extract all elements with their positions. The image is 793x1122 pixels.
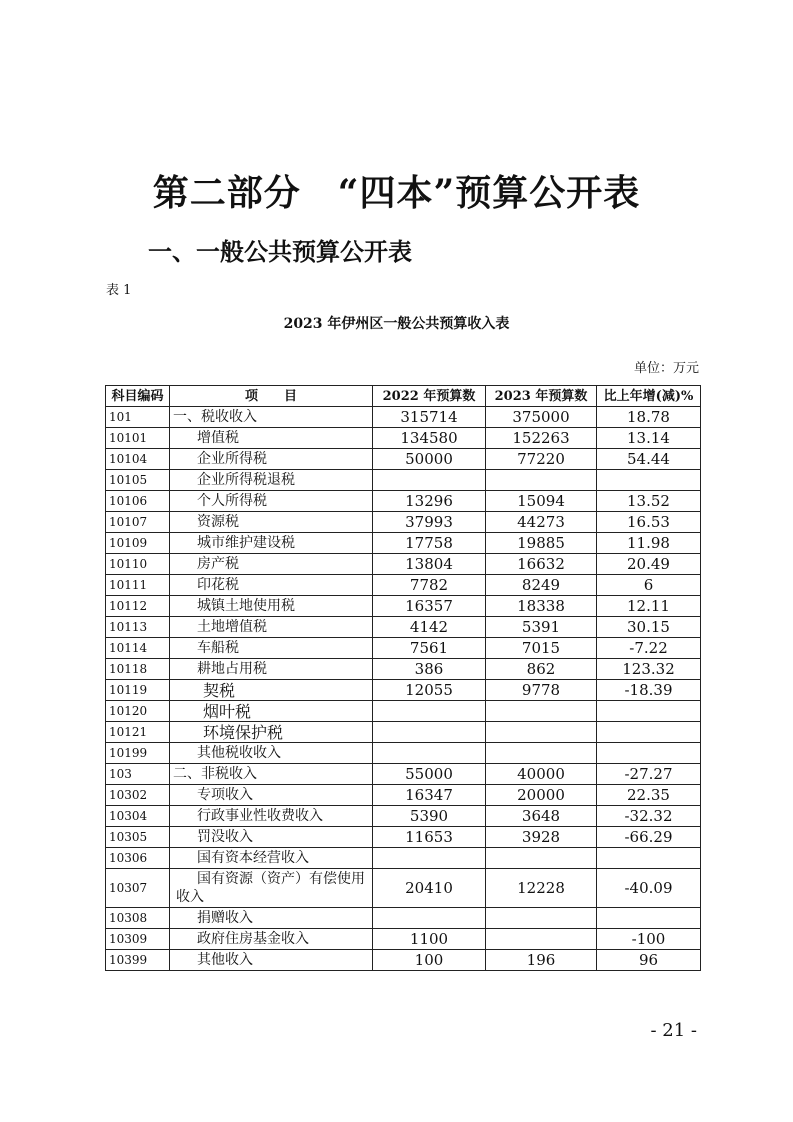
table-row xyxy=(106,827,701,848)
cell-2023-budget: 3648 xyxy=(486,806,597,827)
cell-2022-budget: 1100 xyxy=(373,929,486,950)
cell-change-percent: -66.29 xyxy=(597,827,701,848)
table-row xyxy=(106,950,701,971)
cell-2022-budget: 17758 xyxy=(373,533,486,554)
table-row xyxy=(106,701,701,722)
cell-item-name: 城市维护建设税 xyxy=(170,533,373,554)
cell-change-percent: 16.53 xyxy=(597,512,701,533)
cell-code: 10118 xyxy=(106,659,170,680)
table-row xyxy=(106,512,701,533)
table-row xyxy=(106,617,701,638)
table-row xyxy=(106,554,701,575)
cell-code: 10308 xyxy=(106,908,170,929)
cell-2022-budget: 386 xyxy=(373,659,486,680)
table-row xyxy=(106,470,701,491)
cell-2023-budget xyxy=(486,908,597,929)
cell-item-name: 其他税收收入 xyxy=(170,743,373,764)
cell-2023-budget: 40000 xyxy=(486,764,597,785)
cell-2022-budget xyxy=(373,743,486,764)
cell-2023-budget xyxy=(486,929,597,950)
table-row xyxy=(106,680,701,701)
cell-2022-budget xyxy=(373,722,486,743)
table-header-row xyxy=(106,386,701,407)
cell-change-percent: 13.14 xyxy=(597,428,701,449)
cell-item-name: 国有资本经营收入 xyxy=(170,848,373,869)
cell-code: 10119 xyxy=(106,680,170,701)
cell-2023-budget: 77220 xyxy=(486,449,597,470)
cell-item-name: 企业所得税退税 xyxy=(170,470,373,491)
cell-code: 10399 xyxy=(106,950,170,971)
cell-2023-budget: 20000 xyxy=(486,785,597,806)
table-title: 2023 年伊州区一般公共预算收入表 xyxy=(283,316,510,332)
table-row xyxy=(106,764,701,785)
cell-2022-budget: 5390 xyxy=(373,806,486,827)
cell-item-name: 契税 xyxy=(170,680,373,701)
cell-change-percent: -100 xyxy=(597,929,701,950)
cell-code: 10305 xyxy=(106,827,170,848)
table-row xyxy=(106,848,701,869)
table-row xyxy=(106,596,701,617)
cell-2022-budget: 55000 xyxy=(373,764,486,785)
cell-code: 10104 xyxy=(106,449,170,470)
cell-2023-budget: 15094 xyxy=(486,491,597,512)
cell-change-percent: 18.78 xyxy=(597,407,701,428)
cell-change-percent: 123.32 xyxy=(597,659,701,680)
table-row xyxy=(106,575,701,596)
cell-item-name: 车船税 xyxy=(170,638,373,659)
cell-2023-budget: 8249 xyxy=(486,575,597,596)
cell-code: 10110 xyxy=(106,554,170,575)
cell-2023-budget: 16632 xyxy=(486,554,597,575)
cell-code: 103 xyxy=(106,764,170,785)
table-row xyxy=(106,869,701,908)
cell-2022-budget: 4142 xyxy=(373,617,486,638)
cell-code: 10307 xyxy=(106,869,170,908)
cell-2023-budget: 12228 xyxy=(486,869,597,908)
table-row xyxy=(106,638,701,659)
cell-2022-budget: 13296 xyxy=(373,491,486,512)
cell-change-percent: 22.35 xyxy=(597,785,701,806)
cell-change-percent xyxy=(597,908,701,929)
cell-change-percent: 12.11 xyxy=(597,596,701,617)
cell-code: 10114 xyxy=(106,638,170,659)
cell-2023-budget: 862 xyxy=(486,659,597,680)
cell-change-percent xyxy=(597,722,701,743)
table-row xyxy=(106,785,701,806)
cell-code: 10111 xyxy=(106,575,170,596)
cell-item-name: 一、税收收入 xyxy=(170,407,373,428)
cell-2023-budget: 152263 xyxy=(486,428,597,449)
cell-code: 10302 xyxy=(106,785,170,806)
cell-change-percent xyxy=(597,848,701,869)
table-number: 表 1 xyxy=(106,283,132,298)
unit-label: 单位：万元 xyxy=(633,361,699,376)
cell-code: 101 xyxy=(106,407,170,428)
cell-code: 10199 xyxy=(106,743,170,764)
cell-change-percent xyxy=(597,470,701,491)
cell-change-percent: -27.27 xyxy=(597,764,701,785)
cell-item-name: 城镇土地使用税 xyxy=(170,596,373,617)
cell-code: 10120 xyxy=(106,701,170,722)
cell-item-name: 耕地占用税 xyxy=(170,659,373,680)
cell-2023-budget xyxy=(486,743,597,764)
cell-2022-budget xyxy=(373,470,486,491)
header-code: 科目编码 xyxy=(106,386,170,407)
section-title: 一、一般公共预算公开表 xyxy=(148,237,412,266)
cell-2023-budget xyxy=(486,848,597,869)
cell-change-percent: 11.98 xyxy=(597,533,701,554)
table-row xyxy=(106,491,701,512)
table-row xyxy=(106,407,701,428)
cell-item-name: 行政事业性收费收入 xyxy=(170,806,373,827)
cell-2022-budget: 134580 xyxy=(373,428,486,449)
table-row xyxy=(106,428,701,449)
cell-2022-budget: 37993 xyxy=(373,512,486,533)
table-row xyxy=(106,722,701,743)
cell-item-name: 个人所得税 xyxy=(170,491,373,512)
cell-2023-budget: 3928 xyxy=(486,827,597,848)
cell-2023-budget xyxy=(486,722,597,743)
part-title: 第二部分 “四本”预算公开表 xyxy=(152,172,641,214)
cell-item-name: 政府住房基金收入 xyxy=(170,929,373,950)
cell-item-name: 增值税 xyxy=(170,428,373,449)
budget-revenue-table xyxy=(105,385,701,971)
cell-item-name: 专项收入 xyxy=(170,785,373,806)
cell-change-percent: -32.32 xyxy=(597,806,701,827)
cell-change-percent: 30.15 xyxy=(597,617,701,638)
cell-code: 10113 xyxy=(106,617,170,638)
cell-item-name: 土地增值税 xyxy=(170,617,373,638)
cell-code: 10107 xyxy=(106,512,170,533)
cell-item-name: 资源税 xyxy=(170,512,373,533)
header-item: 项 目 xyxy=(170,386,373,407)
cell-item-name: 其他收入 xyxy=(170,950,373,971)
cell-code: 10109 xyxy=(106,533,170,554)
cell-change-percent: -7.22 xyxy=(597,638,701,659)
cell-2023-budget: 196 xyxy=(486,950,597,971)
cell-2022-budget xyxy=(373,848,486,869)
cell-change-percent: -40.09 xyxy=(597,869,701,908)
cell-2022-budget: 315714 xyxy=(373,407,486,428)
table-row xyxy=(106,743,701,764)
table-row xyxy=(106,908,701,929)
cell-2023-budget: 5391 xyxy=(486,617,597,638)
cell-2023-budget xyxy=(486,470,597,491)
cell-2022-budget: 7561 xyxy=(373,638,486,659)
cell-2022-budget: 50000 xyxy=(373,449,486,470)
cell-code: 10106 xyxy=(106,491,170,512)
table-row xyxy=(106,806,701,827)
cell-2022-budget: 13804 xyxy=(373,554,486,575)
cell-2023-budget xyxy=(486,701,597,722)
cell-2022-budget: 16347 xyxy=(373,785,486,806)
table-row xyxy=(106,659,701,680)
page-number: - 21 - xyxy=(650,1020,697,1041)
cell-2022-budget: 20410 xyxy=(373,869,486,908)
cell-2022-budget: 100 xyxy=(373,950,486,971)
header-2023-budget: 2023 年预算数 xyxy=(486,386,597,407)
cell-change-percent: 20.49 xyxy=(597,554,701,575)
cell-code: 10306 xyxy=(106,848,170,869)
cell-2022-budget xyxy=(373,701,486,722)
cell-code: 10101 xyxy=(106,428,170,449)
cell-change-percent: 54.44 xyxy=(597,449,701,470)
cell-2023-budget: 19885 xyxy=(486,533,597,554)
cell-2022-budget: 11653 xyxy=(373,827,486,848)
header-2022-budget: 2022 年预算数 xyxy=(373,386,486,407)
cell-change-percent: 6 xyxy=(597,575,701,596)
cell-code: 10304 xyxy=(106,806,170,827)
cell-2023-budget: 18338 xyxy=(486,596,597,617)
table-row xyxy=(106,929,701,950)
cell-item-name: 二、非税收入 xyxy=(170,764,373,785)
cell-code: 10105 xyxy=(106,470,170,491)
cell-2022-budget: 16357 xyxy=(373,596,486,617)
cell-item-name: 烟叶税 xyxy=(170,701,373,722)
cell-2023-budget: 9778 xyxy=(486,680,597,701)
cell-code: 10112 xyxy=(106,596,170,617)
header-change-percent: 比上年增(减)% xyxy=(597,386,701,407)
cell-item-name: 国有资源（资产）有偿使用收入 xyxy=(170,869,373,908)
cell-change-percent: 96 xyxy=(597,950,701,971)
cell-item-name: 环境保护税 xyxy=(170,722,373,743)
cell-2022-budget: 12055 xyxy=(373,680,486,701)
table-row xyxy=(106,449,701,470)
table-row xyxy=(106,533,701,554)
cell-change-percent xyxy=(597,701,701,722)
cell-change-percent: -18.39 xyxy=(597,680,701,701)
cell-2023-budget: 7015 xyxy=(486,638,597,659)
cell-item-name: 房产税 xyxy=(170,554,373,575)
cell-code: 10309 xyxy=(106,929,170,950)
cell-change-percent xyxy=(597,743,701,764)
cell-item-name: 捐赠收入 xyxy=(170,908,373,929)
cell-2023-budget: 375000 xyxy=(486,407,597,428)
cell-2022-budget: 7782 xyxy=(373,575,486,596)
cell-2022-budget xyxy=(373,908,486,929)
cell-change-percent: 13.52 xyxy=(597,491,701,512)
cell-2023-budget: 44273 xyxy=(486,512,597,533)
cell-code: 10121 xyxy=(106,722,170,743)
cell-item-name: 企业所得税 xyxy=(170,449,373,470)
cell-item-name: 罚没收入 xyxy=(170,827,373,848)
cell-item-name: 印花税 xyxy=(170,575,373,596)
